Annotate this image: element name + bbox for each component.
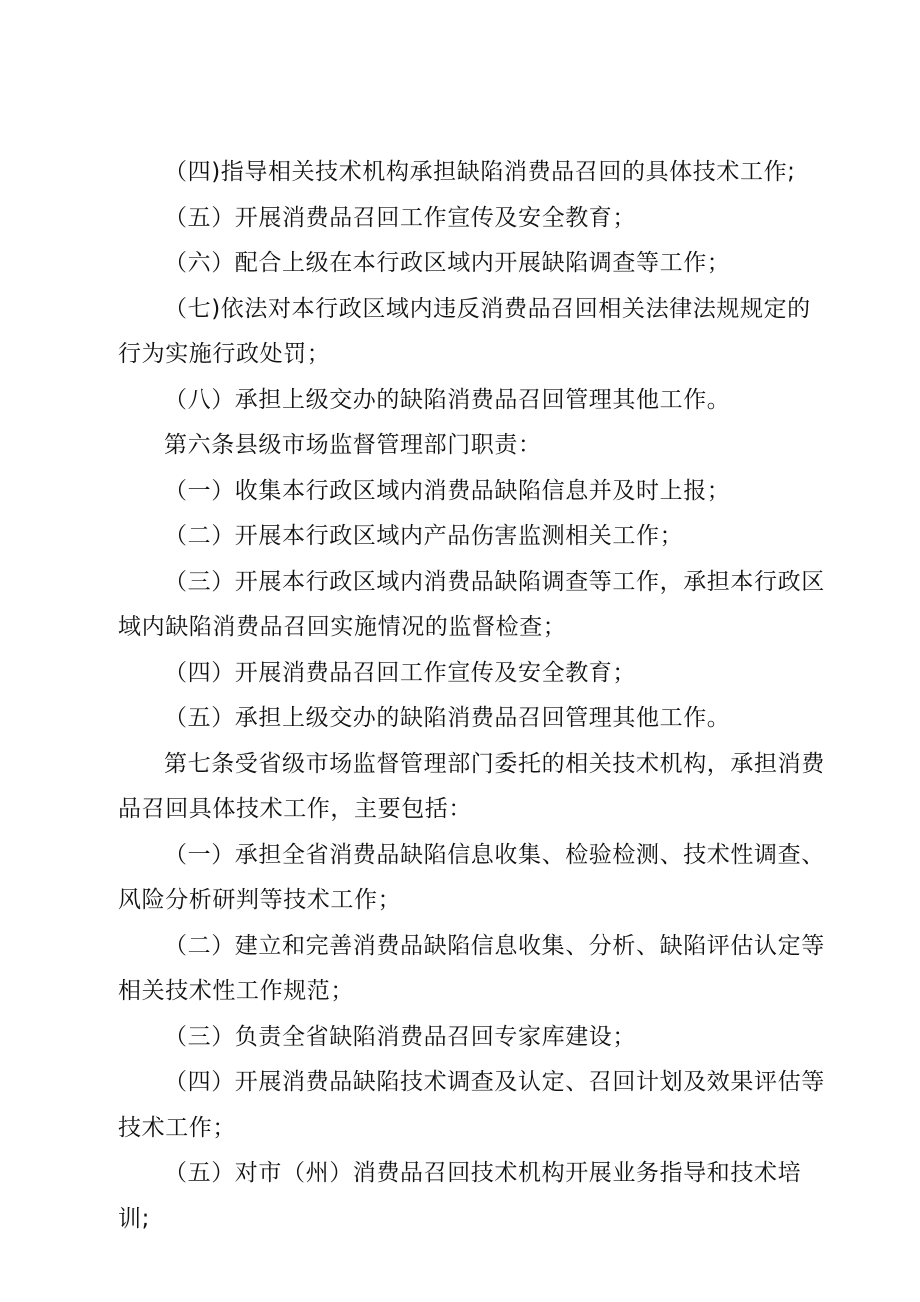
article-6-item-1: （一）收集本行政区域内消费品缺陷信息并及时上报；	[164, 477, 731, 504]
paragraph-item-8: （八）承担上级交办的缺陷消费品召回管理其他工作。	[164, 386, 731, 413]
article-6-heading: 第六条县级市场监督管理部门职责：	[164, 432, 542, 458]
article-6-item-2: （二）开展本行政区域内产品伤害监测相关工作；	[164, 523, 684, 549]
article-7-item-1: （一）承担全省消费品缺陷信息收集、检验检测、技术性调查、风险分析研判等技术工作；	[118, 841, 825, 913]
article-7-item-2: （二）建立和完善消费品缺陷信息收集、分析、缺陷评估认定等相关技术性工作规范；	[118, 932, 825, 1004]
paragraph-item-6: （六）配合上级在本行政区域内开展缺陷调查等工作；	[164, 250, 731, 276]
document-body	[118, 150, 826, 1242]
article-7-heading: 第七条受省级市场监督管理部门委托的相关技术机构，承担消费品召回具体技术工作，主要包括：	[118, 750, 825, 822]
article-7-item-3: （三）负责全省缺陷消费品召回专家库建设；	[164, 1023, 636, 1050]
article-6-item-4: （四）开展消费品召回工作宣传及安全教育；	[164, 659, 636, 686]
article-7-item-5: （五）对市（州）消费品召回技术机构开展业务指导和技术培训;	[118, 1160, 802, 1232]
article-7-item-4: （四）开展消费品缺陷技术调查及认定、召回计划及效果评估等技术工作；	[118, 1069, 825, 1141]
article-6-item-5: （五）承担上级交办的缺陷消费品召回管理其他工作。	[164, 705, 731, 731]
paragraph-item-5: （五）开展消费品召回工作宣传及安全教育；	[164, 204, 636, 231]
article-6-item-3: （三）开展本行政区域内消费品缺陷调查等工作，承担本行政区域内缺陷消费品召回实施情况的监督检查；	[118, 568, 825, 640]
paragraph-item-7: （七)依法对本行政区域内违反消费品召回相关法律法规规定的行为实施行政处罚；	[118, 295, 811, 367]
paragraph-item-4: （四)指导相关技术机构承担缺陷消费品召回的具体技术工作;	[164, 159, 796, 185]
